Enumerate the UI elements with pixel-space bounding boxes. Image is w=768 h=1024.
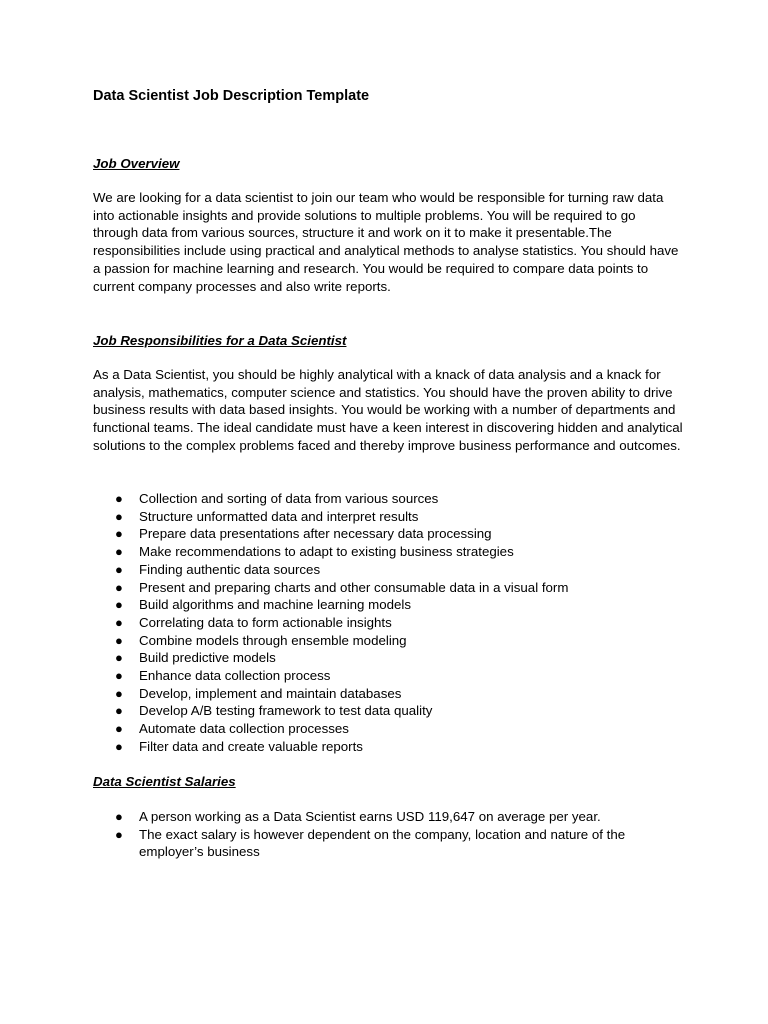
- responsibilities-paragraph: As a Data Scientist, you should be highly analytical with a knack of data analysis and a knack for analysis, mathematics, computer science and statistics. You should have the proven ability to drive business results with data based insights. You would be working with a number of departments and functional teams. The ideal candidate must have a keen interest in discovering hidden and analytical solutions to the complex problems faced and thereby improve business performance and outcomes.: [93, 367, 683, 453]
- list-item-text: Develop, implement and maintain databases: [139, 685, 402, 701]
- list-item: [93, 685, 683, 703]
- document-title: Data Scientist Job Description Template: [93, 88, 370, 104]
- bullet-icon: ●: [115, 721, 123, 737]
- list-item: [93, 667, 683, 685]
- bullet-icon: ●: [115, 561, 123, 577]
- bullet-icon: ●: [115, 809, 123, 824]
- list-item: [93, 649, 683, 667]
- list-item-text: Present and preparing charts and other consumable data in a visual form: [139, 579, 569, 595]
- list-item: [93, 808, 683, 826]
- list-item: [93, 579, 683, 597]
- list-item: [93, 525, 683, 543]
- list-item-text: A person working as a Data Scientist earns USD 119,647 on average per year.: [139, 809, 601, 824]
- bullet-icon: ●: [115, 668, 123, 684]
- list-item-text: Build algorithms and machine learning models: [139, 597, 411, 613]
- responsibilities-heading: Job Responsibilities for a Data Scientist: [93, 333, 347, 348]
- list-item-text: Prepare data presentations after necessary data processing: [139, 526, 492, 542]
- list-item: [93, 508, 683, 526]
- list-item: [93, 720, 683, 738]
- list-item-text: Build predictive models: [139, 650, 276, 666]
- bullet-icon: ●: [115, 650, 123, 666]
- list-item: [93, 490, 683, 508]
- bullet-icon: ●: [115, 685, 123, 701]
- job-overview-heading: Job Overview: [93, 156, 180, 171]
- list-item: [93, 543, 683, 561]
- bullet-icon: ●: [115, 579, 123, 595]
- bullet-icon: ●: [115, 614, 123, 630]
- list-item-text: Filter data and create valuable reports: [139, 738, 363, 754]
- list-item-text: Structure unformatted data and interpret results: [139, 508, 419, 524]
- job-overview-paragraph: We are looking for a data scientist to join our team who would be responsible for turning raw data into actionable insights and provide solutions to multiple problems. You will be required to go through data from various sources, structure it and work on it to make it presentable.The responsibilities include using practical and analytical methods to analyse statistics. You should have a passion for machine learning and research. You would be required to compare data points to current company processes and also write reports.: [93, 190, 679, 294]
- list-item: [93, 561, 683, 579]
- bullet-icon: ●: [115, 738, 123, 754]
- bullet-icon: ●: [115, 544, 123, 560]
- list-item: [93, 702, 683, 720]
- list-item: [93, 596, 683, 614]
- bullet-icon: ●: [115, 703, 123, 719]
- bullet-icon: ●: [115, 526, 123, 542]
- bullet-icon: ●: [115, 491, 123, 506]
- list-item-text: Make recommendations to adapt to existing business strategies: [139, 544, 514, 560]
- responsibilities-list: [93, 490, 683, 756]
- bullet-icon: ●: [115, 826, 123, 842]
- bullet-icon: ●: [115, 508, 123, 524]
- bullet-icon: ●: [115, 597, 123, 613]
- list-item: [93, 738, 683, 756]
- list-item-text: Correlating data to form actionable insights: [139, 614, 392, 630]
- list-item-text: The exact salary is however dependent on the company, location and nature of the employer’s business: [139, 826, 626, 860]
- bullet-icon: ●: [115, 632, 123, 648]
- list-item-text: Automate data collection processes: [139, 721, 349, 737]
- salaries-list: [93, 808, 683, 861]
- list-item-text: Enhance data collection process: [139, 668, 331, 684]
- list-item-text: Collection and sorting of data from various sources: [139, 491, 439, 506]
- list-item-text: Finding authentic data sources: [139, 561, 321, 577]
- list-item-text: Combine models through ensemble modeling: [139, 632, 407, 648]
- list-item: [93, 614, 683, 632]
- list-item: [93, 632, 683, 650]
- list-item: [93, 826, 683, 861]
- list-item-text: Develop A/B testing framework to test data quality: [139, 703, 433, 719]
- salaries-heading: Data Scientist Salaries: [93, 774, 236, 789]
